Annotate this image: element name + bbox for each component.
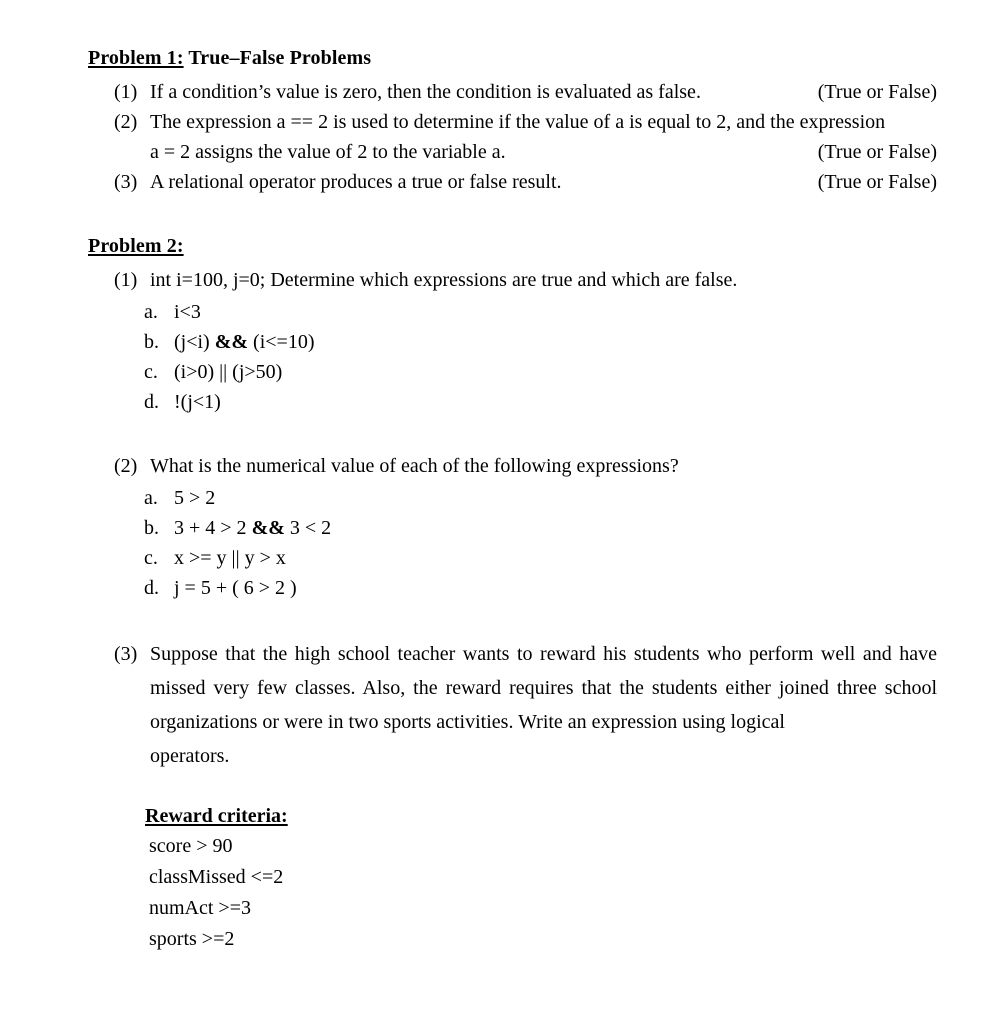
reward-criteria-line: score > 90: [149, 835, 233, 857]
problem-2-part-2: [114, 451, 937, 481]
reward-criteria-block: [145, 801, 901, 955]
problem-2-p1-item-c-pre: (i>0) || (j>50): [174, 361, 283, 383]
problem-1-item-1-text: If a condition’s value is zero, then the condition is evaluated as false.: [150, 81, 701, 103]
problem-2-p2-item-b-marker: b.: [144, 517, 159, 539]
problem-2-part-3-body: [150, 637, 937, 773]
problem-2-p2-item-b-pre: 3 + 4 > 2: [174, 517, 252, 539]
problem-2-p1-item-a-pre: i<3: [174, 301, 201, 323]
problem-2-p2-item-b-bold: &&: [251, 517, 285, 539]
problem-1-item-2-tag: (True or False): [817, 141, 937, 163]
reward-criteria-line: classMissed <=2: [149, 866, 284, 888]
problem-2-p1-item-c-marker: c.: [144, 361, 158, 383]
problem-2-p2-item-d-pre: j = 5 + ( 6 > 2 ): [174, 577, 297, 599]
problem-2-part-2-marker: (2): [114, 455, 138, 477]
problem-2-p2-item-b-post: 3 < 2: [284, 517, 332, 539]
problem-1-item-3: [114, 167, 937, 197]
problem-2-part-1-marker: (1): [114, 269, 138, 291]
problem-2-part-1: [114, 265, 937, 295]
problem-2-p1-item-b-pre: (j<i): [174, 331, 215, 353]
list-item: [144, 573, 901, 603]
problem-2-block: [88, 233, 937, 955]
problem-2-p1-item-d-pre: !(j<1): [174, 391, 221, 413]
problem-2-part-1-list: [144, 297, 901, 417]
list-item: [144, 513, 901, 543]
problem-1-item-3-marker: (3): [114, 171, 138, 193]
problem-2-part-3-paragraph-lastline: operators.: [150, 745, 230, 767]
problem-1-item-2-marker: (2): [114, 111, 138, 133]
problem-2-heading: [88, 233, 901, 259]
problem-2-p2-item-a-marker: a.: [144, 487, 158, 509]
problem-1-heading: [88, 45, 901, 71]
problem-2-p2-item-c-marker: c.: [144, 547, 158, 569]
problem-2-p1-item-b-bold: &&: [214, 331, 249, 353]
problem-2-p1-item-b-marker: b.: [144, 331, 159, 353]
problem-2-p1-item-d-marker: d.: [144, 391, 159, 413]
reward-criteria-line: numAct >=3: [149, 897, 251, 919]
list-item: [144, 357, 901, 387]
problem-2-part-3: [114, 637, 937, 773]
problem-1-block: [88, 45, 937, 197]
problem-2-part-1-prompt-row: [150, 265, 937, 295]
problem-1-item-2-line-1: [150, 107, 937, 137]
problem-2-heading-label: Problem 2:: [88, 235, 184, 257]
problem-1-item-1-tag: (True or False): [817, 81, 937, 103]
list-item: [144, 483, 901, 513]
problem-1-item-1: [114, 77, 937, 107]
reward-criteria-title-row: [145, 801, 901, 831]
problem-1-item-2-text-line-2: a = 2 assigns the value of 2 to the variable a.: [150, 141, 506, 163]
problem-2-part-1-prompt: int i=100, j=0; Determine which expressions are true and which are false.: [150, 269, 738, 291]
problem-1-item-2: [114, 107, 937, 167]
problem-2-p2-item-c-pre: x >= y || y > x: [174, 547, 286, 569]
problem-2-part-2-prompt-row: [150, 451, 937, 481]
problem-1-heading-rest: True–False Problems: [183, 47, 372, 69]
list-item: [144, 387, 901, 417]
problem-1-item-3-text: A relational operator produces a true or false result.: [150, 171, 562, 193]
problem-1-heading-label: Problem 1:: [88, 47, 184, 69]
problem-1-item-2-text-line-1: The expression a == 2 is used to determine if the value of a is equal to 2, and the expression: [150, 111, 886, 133]
problem-1-item-2-line-2: [150, 137, 937, 167]
problem-2-part-2-prompt: What is the numerical value of each of the following expressions?: [150, 455, 679, 477]
list-item: [144, 543, 901, 573]
reward-criteria-lines: [149, 831, 901, 955]
problem-2-p2-item-d-marker: d.: [144, 577, 159, 599]
problem-2-part-3-marker: (3): [114, 643, 138, 665]
problem-2-part-3-paragraph: Suppose that the high school teacher wants to reward his students who perform well and have missed very few classes. Also, the reward requires that the students either joined three school organizations or were in two sports activities. Write an expression using logical: [150, 643, 937, 733]
problem-2-part-2-list: [144, 483, 901, 603]
problem-1-item-3-row: [150, 167, 937, 197]
problem-2-p2-item-a-pre: 5 > 2: [174, 487, 216, 509]
list-item: [144, 297, 901, 327]
problem-1-item-3-tag: (True or False): [817, 171, 937, 193]
list-item: [144, 327, 901, 357]
reward-criteria-line: sports >=2: [149, 928, 235, 950]
problem-1-item-1-row: [150, 77, 937, 107]
reward-criteria-title: Reward criteria:: [145, 805, 288, 827]
problem-2-p1-item-b-post: (i<=10): [248, 331, 315, 353]
problem-1-item-1-marker: (1): [114, 81, 138, 103]
problem-2-p1-item-a-marker: a.: [144, 301, 158, 323]
